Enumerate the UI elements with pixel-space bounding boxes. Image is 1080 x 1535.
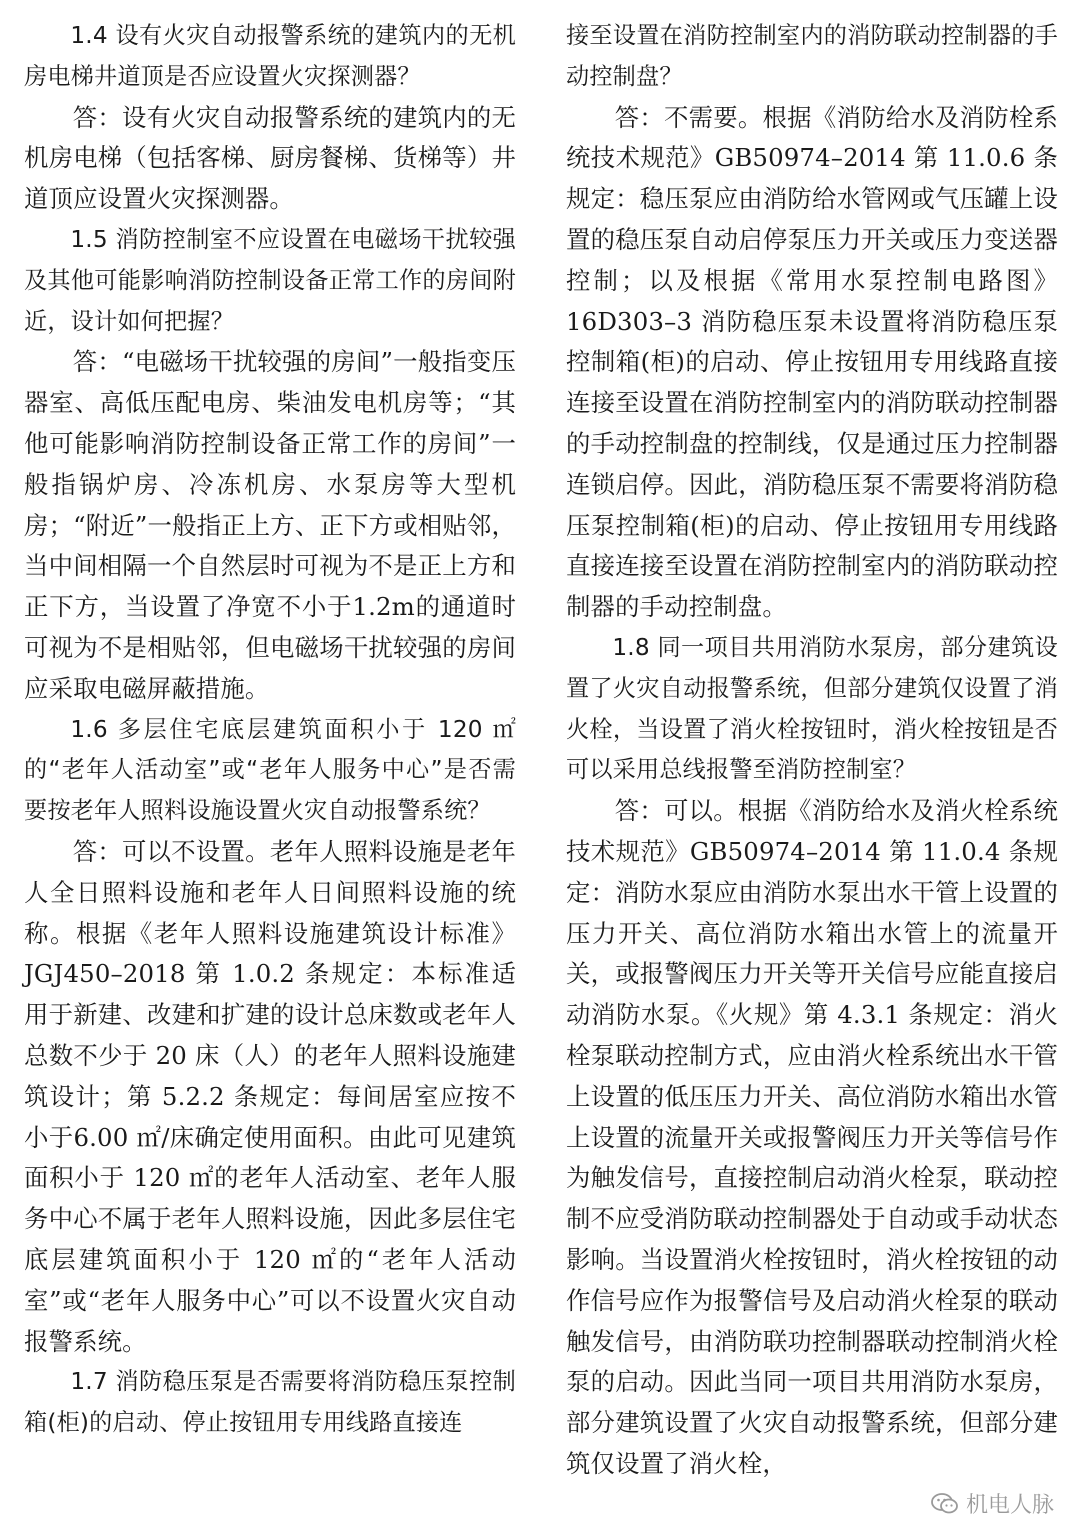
watermark — [926, 1488, 1058, 1519]
answer-1-5: 答：“电磁场干扰较强的房间”一般指变压器室、高低压配电房、柴油发电机房等；“其他可能影响消防控制设备正常工作的房间”一般指锅炉房、冷冻机房、水泵房等大型机房；“附近”一般指正上方、正下方或相贴邻，当中间相隔一个自然层时可视为不是正上方和正下方，当设置了净宽不小于1.2m的通道时可视为不是相贴邻，但电磁场干扰较强的房间应采取电磁屏蔽措施。 — [24, 347, 516, 703]
answer-1-8: 答：可以。根据《消防给水及消火栓系统技术规范》GB50974–2014 第 11.0.4 条规定：消防水泵应由消防水泵出水干管上设置的压力开关、高位消防水箱出水管上的流量开关，或报警阀压力开关等开关信号应能直接启动消防水泵。《火规》第 4.3.1 条规定：消火栓泵联动控制方式，应由消火栓系统出水干管上设置的低压压力开关、高位消防水箱出水管上设置的流量开关或报警阀压力开关等信号作为触发信号，直接控制启动消火栓泵，联动控制不应受消防联动控制器处于自动或手动状态影响。当设置消火栓按钮时，消火栓按钮的动作信号应作为报警信号及启动消火栓泵的联动触发信号，由消防联功控制器联动控制消火栓泵的启动。因此当同一项目共用消防水泵房，部分建筑设置了火灾自动报警系统，但部分建筑仅设置了消火栓， — [566, 796, 1058, 1478]
question-1-7-continued: 接至设置在消防控制室内的消防联动控制器的手动控制盘？ — [566, 22, 1058, 90]
question-1-6: 1.6 多层住宅底层建筑面积小于 120 ㎡的“老年人活动室”或“老年人服务中心”是否需要按老年人照料设施设置火灾自动报警系统？ — [24, 715, 516, 825]
left-column — [24, 16, 516, 1444]
answer-1-7: 答：不需要。根据《消防给水及消防栓系统技术规范》GB50974–2014 第 11.0.6 条规定：稳压泵应由消防给水管网或气压罐上设置的稳压泵自动启停泵压力开关或压力变送器控制；以及根据《常用水泵控制电路图》16D303–3 消防稳压泵未设置将消防稳压泵控制箱(柜)的启动、停止按钮用专用线路直接连接至设置在消防控制室内的消防联动控制器的手动控制盘的控制线，仅是通过压力控制器连锁启停。因此，消防稳压泵不需要将消防稳压泵控制箱(柜)的启动、停止按钮用专用线路直接连接至设置在消防控制室内的消防联动控制器的手动控制盘。 — [566, 102, 1058, 622]
right-column — [566, 16, 1058, 1485]
question-1-8: 1.8 同一项目共用消防水泵房，部分建筑设置了火灾自动报警系统，但部分建筑仅设置了消火栓，当设置了消火栓按钮时，消火栓按钮是否可以采用总线报警至消防控制室？ — [566, 633, 1058, 784]
wechat-icon — [930, 1491, 960, 1517]
question-1-5: 1.5 消防控制室不应设置在电磁场干扰较强及其他可能影响消防控制设备正常工作的房间附近，设计如何把握？ — [24, 225, 516, 335]
answer-1-4: 答：设有火灾自动报警系统的建筑内的无机房电梯（包括客梯、厨房餐梯、货梯等）井道顶应设置火灾探测器。 — [24, 102, 516, 214]
question-1-7: 1.7 消防稳压泵是否需要将消防稳压泵控制箱(柜)的启动、停止按钮用专用线路直接连 — [24, 1368, 516, 1437]
question-1-4: 1.4 设有火灾自动报警系统的建筑内的无机房电梯井道顶是否应设置火灾探测器？ — [24, 22, 516, 90]
answer-1-6: 答：可以不设置。老年人照料设施是老年人全日照料设施和老年人日间照料设施的统称。根据《老年人照料设施建筑设计标准》JGJ450–2018 第 1.0.2 条规定：本标准适用于新建、改建和扩建的设计总床数或老年人总数不少于 20 床（人）的老年人照料设施建筑设计；第 5.2.2 条规定：每间居室应按不小于6.00 ㎡/床确定使用面积。由此可见建筑面积小于 120 ㎡的老年人活动室、老年人服务中心不属于老年人照料设施，因此多层住宅底层建筑面积小于 120 ㎡的“老年人活动室”或“老年人服务中心”可以不设置火灾自动报警系统。 — [24, 836, 516, 1356]
watermark-text: 机电人脉 — [965, 1493, 1054, 1518]
